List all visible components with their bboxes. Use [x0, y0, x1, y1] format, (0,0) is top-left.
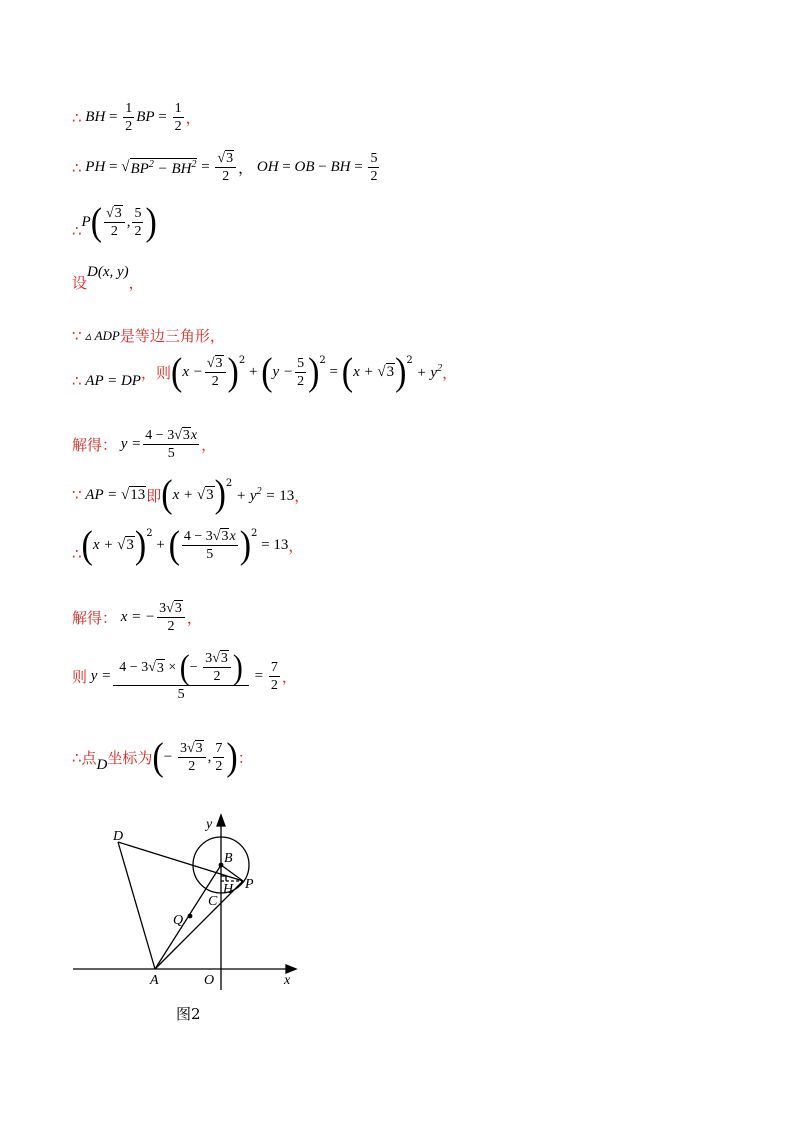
- circle-b: [193, 837, 249, 893]
- step-d-coord: ∴点 D 坐标为 ( − $\frac{3√3}{2}$ , $\frac{7}{2}$ ) ：: [72, 735, 253, 779]
- point-b: [219, 863, 224, 868]
- step-ap-dp: ∴ AP = DP ，则 ( x − $\frac{√3}{2}$ ) $^2$ + ( y − $\frac{5}{2}$ ) $^2$ = ( x + √3 ) $^2$ + $y^2$ ，: [72, 350, 458, 394]
- label-a: A: [150, 973, 159, 988]
- label-x: x: [284, 973, 291, 988]
- step-let-d: 设 D(x, y) ，: [72, 264, 144, 292]
- y-axis-arrow: [217, 815, 225, 826]
- step-ph-oh: ∴ PH = √ $BP^2 - BH^2$ = $\frac{√3}{2}$ ， OH = OB − BH = $\frac{5}{2}$: [72, 151, 378, 184]
- figure-caption: 图2: [176, 1005, 201, 1023]
- point-q: [188, 914, 193, 919]
- label-y: y: [206, 817, 213, 832]
- label-c: C: [208, 894, 218, 909]
- label-p: P: [245, 877, 254, 892]
- label-q: Q: [173, 913, 184, 928]
- step-ap-length: ∵ AP = √13 即 ( x + √3 ) $^2$ + $y^2 = 13$ ，: [72, 473, 310, 516]
- step-solve-y: 解得： y = $\frac{4 - 3√3x}{5}$ ，: [72, 428, 217, 461]
- segment-ad: [118, 842, 155, 969]
- step-solve-x: 解得： x = − $\frac{3√3}{2}$ ，: [72, 601, 202, 634]
- step-equation: ∴ ( x + √3 ) $^2$ + ( $\frac{4 - 3√3x}{5}$ ) $^2$ = 13 ，: [72, 523, 304, 567]
- step-bh: ∴ BH = $\frac{1}{2}$ BP = $\frac{1}{2}$ ，: [72, 101, 201, 134]
- label-b: B: [224, 851, 233, 866]
- step-compute-y: 则 y = 4 − 3√ 3 × ( − $\frac{3√3}{2}$ ) 5 = $\frac{7}{2}$ ，: [72, 647, 297, 702]
- segment-bp: [221, 865, 243, 881]
- label-d: D: [113, 829, 124, 844]
- step-p-coord: ∴ P ( $\frac{√3}{2}$ , $\frac{5}{2}$ ): [72, 200, 157, 244]
- segment-ap: [155, 881, 243, 969]
- x-axis-arrow: [286, 965, 296, 973]
- label-h: H: [223, 882, 234, 897]
- segment-dp: [118, 842, 243, 881]
- label-o: O: [204, 973, 215, 988]
- step-equilateral: ∵ ▵ ADP 是等边三角形，: [72, 326, 225, 345]
- segment-ab: [155, 865, 221, 969]
- right-angle-mark: [221, 876, 226, 881]
